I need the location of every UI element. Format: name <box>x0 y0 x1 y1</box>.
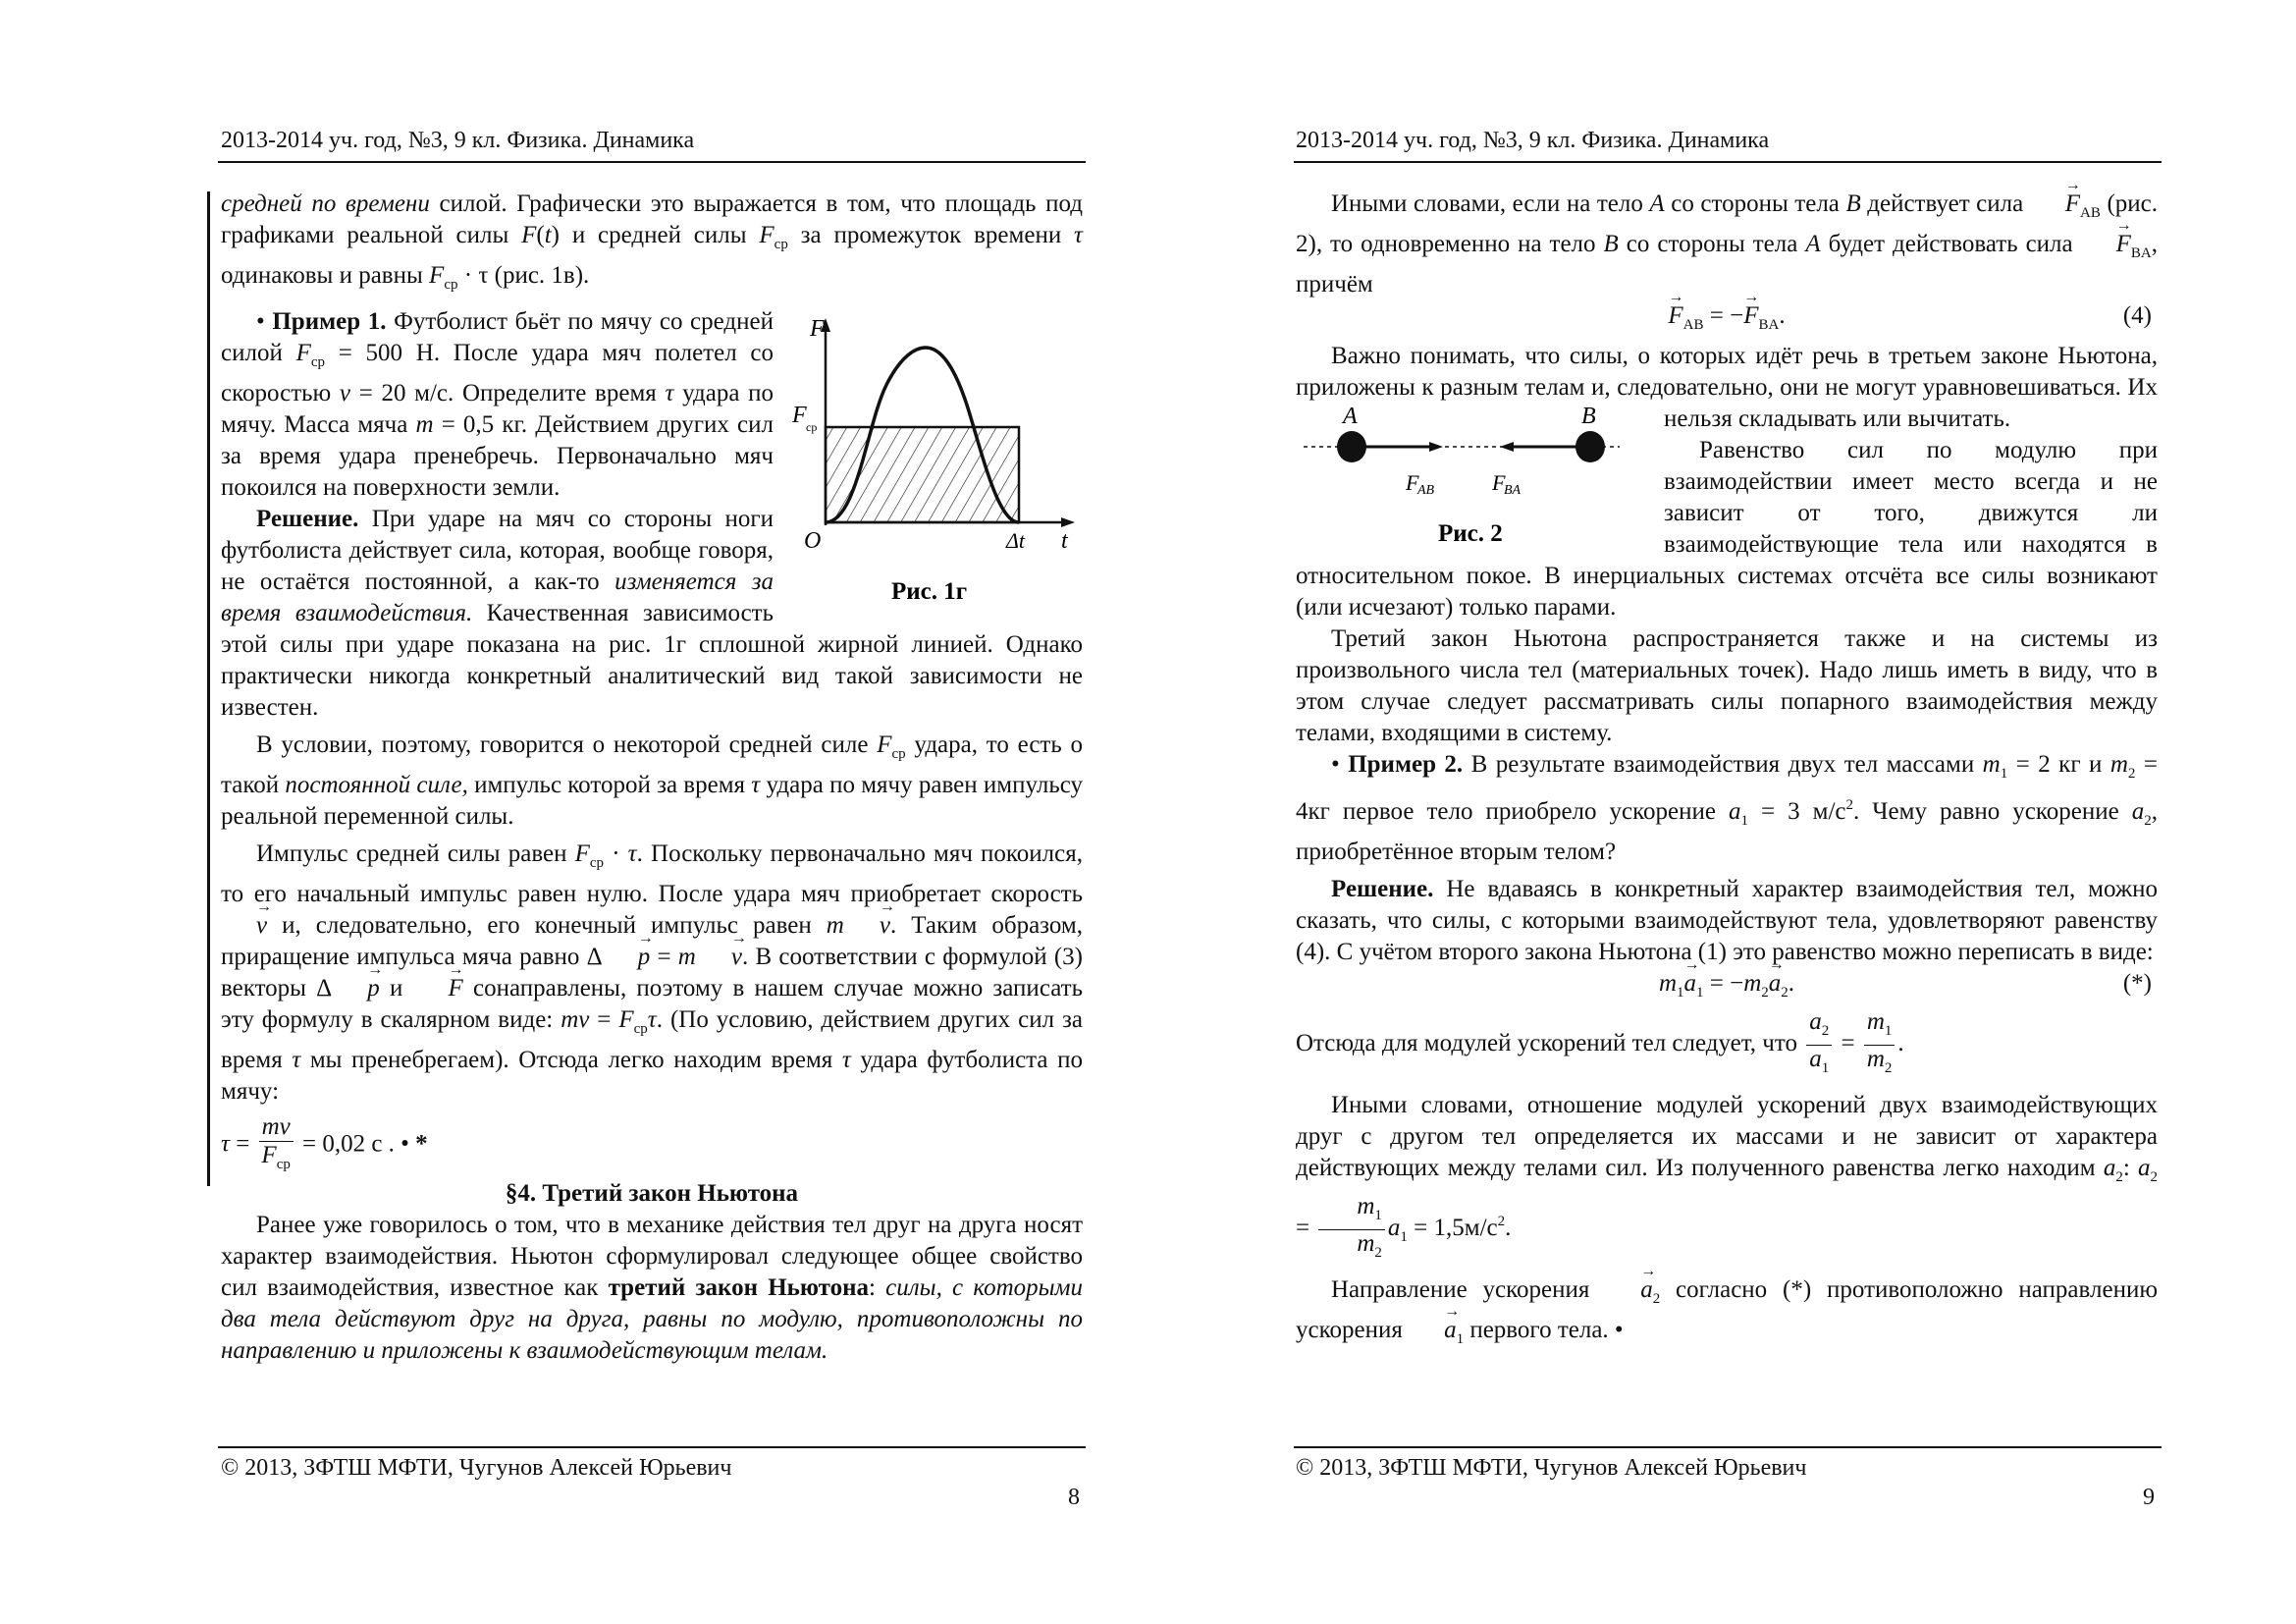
text-run: • <box>1331 751 1349 778</box>
text-run: 1 <box>1884 1023 1893 1039</box>
text-run: m <box>1982 751 2001 778</box>
text-run: Импульс средней силы равен <box>256 840 575 867</box>
text-run: согласно (*) противоположно направлению ускорения <box>1296 1276 2159 1343</box>
text-run: = 0,02 с . • <box>295 1130 416 1158</box>
text-run: мы пренебрегаем). Отсюда легко находим время <box>300 1047 842 1073</box>
text-run: со стороны тела <box>1618 231 1806 257</box>
text-run: будет действовать сила <box>1820 231 2081 257</box>
text-run: Качественная зависимость этой силы при ударе показана на рис. 1г сплошной жирной линией. Однако практически никогда конкретный аналитический вид такой зависимости не известен. <box>221 600 1083 721</box>
text-run: BA <box>2130 245 2152 261</box>
text-run: τ <box>1074 222 1083 248</box>
text-run: . Чему равно ускорение <box>1853 798 2132 825</box>
text-run: F <box>295 340 311 366</box>
text-run: третий закон Ньютона <box>608 1274 869 1301</box>
text-run: mv <box>261 1113 291 1140</box>
text-run: = 20 м/с. Определите время <box>350 380 666 406</box>
text-run: Не вдаваясь в конкретный характер взаимодействия тел, можно сказать, что силы, с которыми взаимодействуют тела, удовлетворяют равенству (4). С учётом второго закона Ньютона (1) это равенство можно переписать в виде: <box>1296 876 2158 965</box>
text-run: a <box>2138 1155 2151 1181</box>
text-run: τ <box>647 1006 657 1033</box>
text-run: . Поскольку первоначально мяч покоился, то его начальный импульс равен нулю. После удара мяч приобретает скорость <box>221 840 1083 907</box>
vector-symbol: F → <box>2081 232 2131 256</box>
solution-paragraph <box>1296 874 2158 968</box>
vector-symbol: a → <box>1769 971 1782 996</box>
text-run: A <box>1649 190 1665 217</box>
example-2 <box>1296 749 2158 868</box>
figure-2 <box>1296 404 1664 551</box>
text-run: F <box>618 1006 634 1033</box>
text-run: ср <box>891 746 906 762</box>
header-rule-left <box>218 161 1086 163</box>
avg-force-subscript: ср <box>806 420 818 434</box>
text-run: B <box>1845 190 1861 217</box>
fba-subscript: BA <box>1504 483 1522 498</box>
text-run: . <box>1788 970 1795 997</box>
page-number-right: 9 <box>2143 1485 2155 1510</box>
text-run: t <box>544 222 552 248</box>
text-run: 2 <box>1652 1291 1661 1307</box>
numerator <box>1806 1008 1832 1046</box>
body-a-label: A <box>1343 404 1358 429</box>
text-run: (рис. 2), то одновременно на тело <box>1296 190 2158 257</box>
denominator <box>1806 1046 1832 1082</box>
text-run: v <box>339 380 350 406</box>
paragraph <box>221 1210 1083 1367</box>
figure-caption: Рис. 1г <box>891 578 968 605</box>
text-run: . <box>1779 302 1786 329</box>
text-run: τ <box>841 1047 851 1073</box>
text-run: Иными словами, если на тело <box>1331 190 1650 217</box>
text-run: 2 <box>1821 1023 1830 1039</box>
text-run: = <box>1835 1030 1861 1057</box>
text-run: m <box>826 912 844 939</box>
footer-rule-right <box>1294 1446 2162 1448</box>
text-run: 2 <box>2150 1169 2158 1185</box>
text-run: m <box>415 411 434 438</box>
text-run: 1 <box>1696 985 1704 1001</box>
text-run: Ранее уже говорилось о том, что в механике действия тел друг на друга носят характер взаимодействия. Ньютон сформулировал следующее общее свойство сил взаимодействия, известное как <box>221 1212 1083 1301</box>
vector-symbol: F → <box>413 976 463 1001</box>
text-run: m <box>1357 1230 1375 1257</box>
text-run: = <box>650 944 678 970</box>
text-run: силы, с которыми два тела действуют друг на друга, равны по модулю, противоположны по направлению и приложены к взаимодействующим телам. <box>221 1274 1084 1364</box>
text-run: средней по времени <box>221 190 430 217</box>
text-run: F <box>429 262 445 289</box>
text-run: ) и средней силы <box>551 222 760 248</box>
text-run: AB <box>1682 317 1704 333</box>
page-header-right: 2013-2014 уч. год, №3, 9 кл. Физика. Динамика <box>1296 128 1770 153</box>
text-run: 1 <box>1374 1208 1382 1223</box>
text-run: A <box>1805 231 1821 257</box>
text-run: = − <box>1703 302 1744 329</box>
equation-number: (*) <box>2122 970 2152 997</box>
figure-caption: Рис. 2 <box>1438 520 1503 547</box>
text-run: F <box>574 840 590 867</box>
text-run: 2 <box>1845 797 1854 813</box>
equation <box>1658 970 1795 1001</box>
paragraph <box>1296 1090 2158 1267</box>
paragraph <box>1296 1274 2158 1355</box>
vector-symbol: a → <box>1684 971 1697 996</box>
text-run: 2 <box>2127 766 2136 782</box>
paragraph <box>221 730 1083 833</box>
denominator <box>259 1142 294 1178</box>
text-run: m <box>1866 1046 1885 1072</box>
body-a <box>1337 431 1366 462</box>
text-run: BA <box>1758 317 1780 333</box>
vector-symbol: a → <box>1409 1318 1457 1342</box>
text-run: 2 <box>1884 1060 1893 1076</box>
text-run: τ <box>665 380 674 406</box>
text-run: импульс которой за время <box>467 772 752 798</box>
numerator <box>1864 1008 1896 1046</box>
text-run: ср <box>310 354 326 370</box>
text-run: ( <box>536 222 545 248</box>
text-run: постоянной силе, <box>285 772 468 798</box>
text-run: F <box>877 731 892 758</box>
text-run: Пример 1. <box>272 308 387 335</box>
text-run: F <box>521 222 537 248</box>
header-rule-right <box>1294 161 2162 163</box>
text-run: со стороны тела <box>1664 190 1846 217</box>
equation <box>1668 302 1786 333</box>
footer-right: © 2013, ЗФТШ МФТИ, Чугунов Алексей Юрьевич <box>1296 1455 1807 1481</box>
page-header-left: 2013-2014 уч. год, №3, 9 кл. Физика. Динамика <box>221 128 695 153</box>
footer-left: © 2013, ЗФТШ МФТИ, Чугунов Алексей Юрьевич <box>221 1455 732 1481</box>
x-axis-arrow-icon <box>1061 517 1075 527</box>
text-run: Пример 2. <box>1348 751 1464 778</box>
text-run: 2 <box>1374 1245 1382 1261</box>
figure-1g <box>788 316 1083 611</box>
vector-symbol: a → <box>1605 1277 1653 1302</box>
text-run: = <box>1296 1215 1316 1242</box>
text-run: F <box>261 1142 277 1168</box>
vector-symbol: v → <box>221 913 267 938</box>
math-fraction <box>259 1113 294 1178</box>
y-axis-label: F <box>810 316 825 342</box>
text-run: 2 <box>1781 985 1789 1001</box>
text-run: m <box>2109 751 2128 778</box>
fba-label: F <box>1492 470 1506 495</box>
text-run: m <box>1658 970 1678 997</box>
text-run: Футболист бьёт по мячу со средней силой <box>221 308 774 366</box>
text-run: = 1,5м/с <box>1407 1215 1498 1242</box>
text-run: ср <box>633 1021 648 1037</box>
margin-bar <box>207 191 210 1186</box>
formula-tau <box>221 1113 1083 1178</box>
text-run: 2 <box>1761 985 1769 1001</box>
text-run: = <box>229 1130 256 1158</box>
text-run: = − <box>1703 970 1744 997</box>
text-run: . В соответствии с формулой (3) векторы Δ <box>221 944 1083 1001</box>
text-run: 1 <box>2000 766 2008 782</box>
text-run: ср <box>589 855 605 871</box>
text-run: ср <box>276 1157 291 1172</box>
text-run: 1 <box>1821 1060 1830 1076</box>
text-run: ср <box>444 277 458 293</box>
right-page-text <box>1296 189 2158 1355</box>
text-run: = 0,5 кг. Действием других сил за время удара пренебречь. Первоначально мяч покоился на поверхности земли. <box>221 411 774 501</box>
text-run: B <box>1603 231 1619 257</box>
fab-subscript: AB <box>1417 483 1435 498</box>
math-fraction <box>1318 1193 1385 1267</box>
math-fraction <box>1864 1008 1896 1082</box>
text-run: первого тела. • <box>1464 1317 1624 1343</box>
vector-symbol: F → <box>1743 303 1758 328</box>
text-run: τ <box>627 840 637 867</box>
text-run: 1 <box>1400 1229 1408 1246</box>
paragraph <box>221 189 1083 300</box>
text-run: = 3 м/с <box>1748 798 1846 825</box>
text-run: 1 <box>1456 1331 1465 1347</box>
text-run: a <box>1387 1215 1401 1242</box>
text-run: 2 <box>2144 813 2152 829</box>
left-page-text <box>221 189 1083 1367</box>
text-run: Отсюда для модулей ускорений тел следует, что <box>1296 1030 1804 1057</box>
text-run: . (По условию, действием других сил за время <box>221 1006 1083 1073</box>
text-run: · τ (рис. 1в). <box>457 262 590 289</box>
text-run: одинаковы и равны <box>221 262 430 289</box>
paragraph <box>1296 189 2158 300</box>
text-run: 1 <box>1740 813 1748 829</box>
text-run: силой. Графически это выражается в том, что площадь под графиками реальной силы <box>221 190 1083 248</box>
text-run: · <box>604 840 628 867</box>
vector-symbol: p → <box>603 945 651 969</box>
text-run: a <box>2103 1155 2116 1181</box>
text-run: τ <box>292 1047 301 1073</box>
text-run: удара по мячу равен импульсу реальной переменной силы. <box>221 772 1083 830</box>
text-run: : <box>2122 1155 2138 1181</box>
origin-label: O <box>804 528 822 554</box>
equation-4 <box>1296 300 2158 341</box>
paragraph <box>221 839 1083 1108</box>
text-run: Решение. <box>256 506 359 532</box>
text-run: a <box>2131 798 2145 825</box>
text-run: = 500 Н. После удара мяч полетел со скоростью <box>221 340 774 406</box>
text-run: , приобретённое вторым телом? <box>1296 798 2158 865</box>
section-heading: §4. Третий закон Ньютона <box>505 1180 799 1207</box>
paragraph: Третий закон Ньютона распространяется также и на системы из произвольного числа тел (материальных точек). Надо лишь иметь в виду, что в этом случае следует рассматривать силы попарного взаимодействия между телами, входящими в систему. <box>1296 625 2158 746</box>
body-b <box>1575 431 1605 462</box>
text-run: τ <box>751 772 761 798</box>
text-run: В условии, поэтому, говорится о некоторой средней силе <box>256 731 878 758</box>
text-run: mv <box>561 1006 590 1033</box>
text-run: m <box>677 944 696 970</box>
text-run: за промежуток времени <box>787 222 1075 248</box>
text-run: m <box>1357 1193 1375 1219</box>
text-run: • <box>256 308 273 335</box>
denominator <box>1864 1046 1896 1082</box>
example-text <box>221 308 774 501</box>
text-run: * <box>415 1130 428 1158</box>
avg-force-label: F <box>792 403 807 428</box>
fab-label: F <box>1406 470 1419 495</box>
text-run: и <box>379 975 413 1001</box>
text-run: сонаправлены, поэтому в нашем случае можно записать эту формулу в скалярном виде: <box>221 975 1083 1033</box>
text-run: m <box>1743 970 1762 997</box>
vector-symbol: p → <box>332 976 380 1001</box>
equation-star <box>1296 968 2158 1008</box>
paragraph: Равенство сил по модулю при взаимодействии имеет место всегда и не зависит от того, движутся ли взаимодействующие тела или находятся в относительном покое. В инерциальных системах отсчёта все силы возникают (или исчезают) только парами. <box>1296 437 2158 621</box>
dt-label: Δt <box>1006 528 1026 553</box>
paragraph-text: Важно понимать, что силы, о которых идёт речь в третьем законе Ньютона, приложены к разным телам и, следовательно, они не могут уравновешиваться. Их нельзя складывать или вычитать. <box>1296 343 2158 432</box>
page-number-left: 8 <box>1068 1485 1080 1510</box>
text-run: Направление ускорения <box>1331 1276 1606 1303</box>
text-run: изменяется за время взаимодействия. <box>221 568 774 626</box>
text-run: действует сила <box>1860 190 2030 217</box>
text-run: AB <box>2080 205 2101 221</box>
text-run: 2 <box>2115 1169 2123 1185</box>
text-run: F <box>759 222 774 248</box>
x-axis-label: t <box>1061 528 1068 554</box>
math-fraction <box>1806 1008 1832 1082</box>
vector-symbol: v → <box>696 945 742 969</box>
numerator <box>1318 1193 1385 1230</box>
text-run: . <box>1897 1030 1904 1057</box>
text-run: . Таким образом, приращение импульса мяча равно Δ <box>221 912 1084 970</box>
text-run: = 2 кг и <box>2007 751 2110 778</box>
text-run: удара, то есть о такой <box>221 731 1084 798</box>
text-run: τ <box>221 1130 230 1158</box>
text-run: a <box>1809 1046 1822 1072</box>
text-run: ср <box>774 237 788 252</box>
text-run: a <box>1729 798 1741 825</box>
text-run: и, следовательно, его конечный импульс равен <box>267 912 827 939</box>
text-run: = 4кг первое тело приобрело ускорение <box>1296 751 2158 825</box>
vector-symbol: F → <box>2030 191 2080 216</box>
text-run: При ударе на мяч со стороны ноги футболиста действует сила, которая, вообще говоря, не остаётся постоянной, а как-то <box>221 506 774 595</box>
text-run: удара по мячу. Масса мяча <box>221 380 774 438</box>
vector-symbol: F → <box>1668 303 1682 328</box>
text-run: 1 <box>1677 985 1684 1001</box>
arrow-right-icon <box>1429 442 1443 452</box>
text-run: 2 <box>1497 1214 1506 1230</box>
denominator <box>1318 1230 1385 1267</box>
body-b-label: B <box>1581 404 1596 429</box>
paragraph <box>1296 1008 2158 1082</box>
vector-symbol: v → <box>844 913 890 938</box>
text-run: a <box>1809 1008 1822 1035</box>
text-run: В результате взаимодействия двух тел массами <box>1463 751 1983 778</box>
text-run: = <box>589 1006 619 1033</box>
footer-rule-left <box>218 1446 1086 1448</box>
numerator <box>259 1113 294 1142</box>
text-run: , причём <box>1296 231 2158 298</box>
text-run: Решение. <box>1331 876 1434 902</box>
text-run: . <box>1505 1215 1512 1242</box>
text-run: : <box>869 1274 886 1301</box>
text-run: Иными словами, отношение модулей ускорений двух взаимодействующих друг с другом тел определяется их массами и не зависит от характера действующих между телами сил. Из полученного равенства легко находим <box>1296 1092 2158 1181</box>
arrow-left-icon <box>1500 442 1514 452</box>
text-run: удара футболиста по мячу: <box>221 1047 1083 1105</box>
equation-number: (4) <box>2122 302 2152 329</box>
text-run: m <box>1866 1008 1885 1035</box>
